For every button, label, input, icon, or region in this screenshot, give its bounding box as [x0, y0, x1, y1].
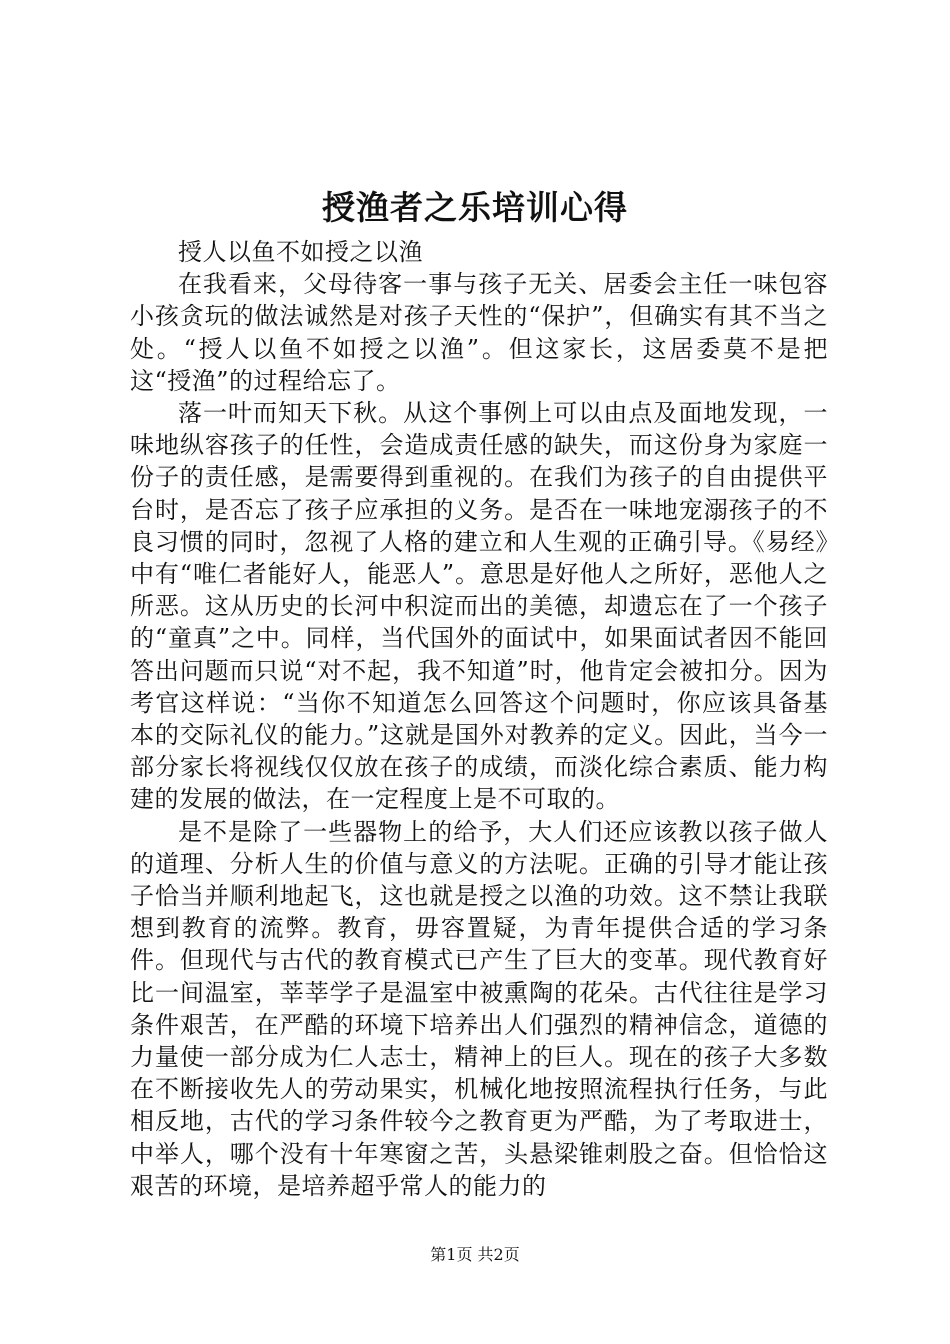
- page-number: 第1页 共2页: [430, 1245, 520, 1264]
- page-footer: [0, 1245, 950, 1265]
- paragraph: 是不是除了一些器物上的给予，大人们还应该教以孩子做人的道理、分析人生的价值与意义的方法呢。正确的引导才能让孩子恰当并顺利地起飞，这也就是授之以渔的功效。这不禁让我联想到教育的流弊。教育，毋容置疑，为青年提供合适的学习条件。但现代与古代的教育模式已产生了巨大的变革。现代教育好比一间温室，莘莘学子是温室中被熏陶的花朵。古代往往是学习条件艰苦，在严酷的环境下培养出人们强烈的精神信念，道德的力量使一部分成为仁人志士，精神上的巨人。现在的孩子大多数在不断接收先人的劳动果实，机械化地按照流程执行任务，与此相反地，古代的学习条件较今之教育更为严酷，为了考取进士，中举人，哪个没有十年寒窗之苦，头悬梁锥刺股之奋。但恰恰这艰苦的环境，是培养超乎常人的能力的: [130, 817, 828, 1200]
- paragraph: 在我看来，父母待客一事与孩子无关、居委会主任一味包容小孩贪玩的做法诚然是对孩子天性的“保护”，但确实有其不当之处。“授人以鱼不如授之以渔”。但这家长，这居委莫不是把这“授渔”的过程给忘了。: [130, 270, 828, 395]
- document-title: 授渔者之乐培训心得: [322, 188, 628, 227]
- paragraph-subtitle: 授人以鱼不如授之以渔: [178, 238, 423, 266]
- paragraph: 落一叶而知天下秋。从这个事例上可以由点及面地发现，一味地纵容孩子的任性，会造成责任感的缺失，而这份身为家庭一份子的责任感，是需要得到重视的。在我们为孩子的自由提供平台时，是否忘了孩子应承担的义务。是否在一味地宠溺孩子的不良习惯的同时，忽视了人格的建立和人生观的正确引导。《易经》中有“唯仁者能好人，能恶人”。意思是好他人之所好，恶他人之所恶。这从历史的长河中积淀而出的美德，却遗忘在了一个孩子的“童真”之中。同样，当代国外的面试中，如果面试者因不能回答出问题而只说“对不起，我不知道”时，他肯定会被扣分。因为考官这样说：“当你不知道怎么回答这个问题时，你应该具备基本的交际礼仪的能力。”这就是国外对教养的定义。因此，当今一部分家长将视线仅仅放在孩子的成绩，而淡化综合素质、能力构建的发展的做法，在一定程度上是不可取的。: [130, 399, 828, 814]
- document-body: [130, 236, 828, 1202]
